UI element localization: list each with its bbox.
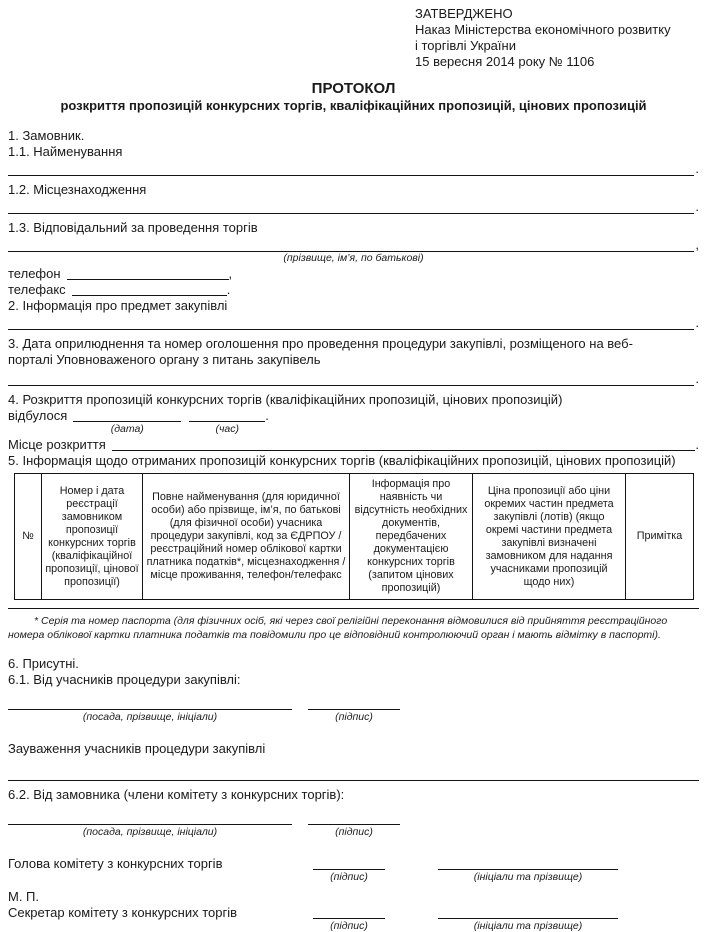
time-blank-group [189, 408, 265, 435]
col-registration: Номер і дата реєстрації замовником пропозиції конкурсних торгів (кваліфікаційної пропозиції, цінової пропозиції) [42, 474, 143, 600]
committee-secretary-label: Секретар комітету з конкурсних торгів [8, 905, 238, 920]
time-blank-field [189, 408, 265, 422]
doc-subtitle: розкриття пропозицій конкурсних торгів, кваліфікаційних пропозицій, цінових пропозицій [60, 98, 647, 113]
initials-blank-field [438, 856, 618, 870]
signature-blank-field [308, 696, 400, 710]
signature-hint: (підпис) [335, 826, 373, 838]
trailing-comma: , [695, 237, 699, 252]
section-6-2-label: 6.2. Від замовника (члени комітету з конкурсних торгів): [8, 787, 345, 802]
initials-hint: (ініціали та прізвище) [473, 871, 583, 883]
trailing-comma: , [228, 266, 233, 281]
initials-blank-field [438, 905, 618, 919]
fill-line-announcement [8, 370, 699, 386]
fill-line-responsible [8, 236, 699, 252]
section-6-heading: 6. Присутні. [8, 656, 79, 671]
trailing-period: . [695, 199, 699, 214]
trailing-period: . [695, 315, 699, 330]
blank-field [8, 198, 694, 214]
opening-datetime-row [8, 408, 699, 435]
col-note: Примітка [626, 474, 694, 600]
col-documents: Інформація про наявність чи відсутність необхідних документів, передбачених документацією конкурсних торгів (запитом цінових пропозицій) [350, 474, 473, 600]
signature-blank-group [313, 856, 385, 883]
approval-stamp [415, 6, 699, 70]
col-number: № [15, 474, 42, 600]
blank-field [8, 160, 694, 176]
footnote-separator [8, 608, 699, 609]
blank-field [8, 236, 694, 252]
section-1-3-label: 1.3. Відповідальний за проведення торгів [8, 220, 258, 235]
opening-place-row [8, 437, 699, 453]
phone-label: телефон [8, 266, 61, 281]
section-1-heading: 1. Замовник. [8, 128, 85, 143]
signature-blank-group [313, 905, 385, 932]
passport-footnote: * Серія та номер паспорта (для фізичних осіб, які через свої релігійні переконання відмовилися від прийняття реєстраційного номера облікової картки платника податків та повідомили про це відповідний контролюючий орган і мають відмітку в паспорті). [8, 615, 668, 641]
approval-line-3: і торгівлі України [415, 38, 516, 53]
doc-title: ПРОТОКОЛ [311, 80, 396, 97]
proposals-table [14, 473, 694, 600]
initials-blank-group [438, 905, 618, 932]
signature-blank-field [313, 856, 385, 870]
remarks-label: Зауваження учасників процедури закупівлі [8, 741, 266, 756]
happened-label: відбулося [8, 408, 68, 423]
customer-signature-row [8, 811, 699, 838]
fill-line-location [8, 198, 699, 214]
col-price: Ціна пропозиції або ціни окремих частин предмета закупівлі (лотів) (якщо окремі частини предмета закупівлі визначені замовником для надання учасниками пропозицій щодо них) [473, 474, 626, 600]
fax-blank-field [72, 282, 227, 296]
signature-hint: (підпис) [330, 920, 368, 932]
trailing-period: . [695, 437, 699, 452]
trailing-period: . [265, 408, 269, 423]
position-blank-group [8, 696, 292, 723]
fax-row [8, 282, 699, 298]
initials-hint: (ініціали та прізвище) [473, 920, 583, 932]
committee-secretary-row [8, 905, 699, 932]
fill-line-name [8, 160, 699, 176]
approval-line-2: Наказ Міністерства економічного розвитку [415, 22, 671, 37]
initials-blank-group [438, 856, 618, 883]
date-blank-field [73, 408, 181, 422]
signature-hint: (підпис) [330, 871, 368, 883]
responsible-hint: (прізвище, ім’я, по батькові) [283, 252, 424, 264]
approval-line-1: ЗАТВЕРДЖЕНО [415, 6, 513, 21]
blank-field [8, 765, 699, 781]
seal-label: М. П. [8, 889, 40, 904]
committee-head-row [8, 856, 699, 883]
signature-hint: (підпис) [335, 711, 373, 723]
position-hint: (посада, прізвище, ініціали) [82, 711, 218, 723]
trailing-period: . [226, 282, 231, 297]
date-blank-group [73, 408, 181, 435]
approval-line-4: 15 вересня 2014 року № 1106 [415, 54, 595, 69]
position-hint: (посада, прізвище, ініціали) [82, 826, 218, 838]
blank-field [8, 314, 694, 330]
place-label: Місце розкриття [8, 437, 106, 452]
signature-blank-field [313, 905, 385, 919]
trailing-period: . [695, 161, 699, 176]
fill-line-subject [8, 314, 699, 330]
section-1-2-label: 1.2. Місцезнаходження [8, 182, 147, 197]
table-header-row [15, 474, 694, 600]
phone-row [8, 266, 699, 282]
position-blank-group [8, 811, 292, 838]
signature-blank-field [308, 811, 400, 825]
participants-signature-row [8, 696, 699, 723]
section-5-label: 5. Інформація щодо отриманих пропозицій конкурсних торгів (кваліфікаційних пропозицій, цінових пропозицій) [8, 453, 676, 468]
fax-label: телефакс [8, 282, 66, 297]
fill-line-remarks [8, 765, 699, 781]
blank-field [8, 370, 694, 386]
section-1-1-label: 1.1. Найменування [8, 144, 123, 159]
signature-blank-group [308, 811, 400, 838]
trailing-period: . [695, 371, 699, 386]
section-4-label: 4. Розкриття пропозицій конкурсних торгів (кваліфікаційних пропозицій, цінових пропозицій) [8, 392, 563, 407]
date-hint: (дата) [110, 423, 144, 435]
section-2-label: 2. Інформація про предмет закупівлі [8, 298, 228, 313]
position-blank-field [8, 696, 292, 710]
section-3-label: 3. Дата оприлюднення та номер оголошення про проведення процедури закупівлі, розміщеного на веб-порталі Уповноваженого органу з питань закупівель [8, 336, 633, 367]
time-hint: (час) [215, 423, 240, 435]
committee-head-label: Голова комітету з конкурсних торгів [8, 856, 223, 871]
col-participant: Повне найменування (для юридичної особи) або прізвище, ім’я, по батькові (для фізичної особи) учасника процедури закупівлі, код за ЄДРПОУ / реєстраційний номер облікової картки платника податків*, місцезнаходження / місце проживання, телефон/телефакс [143, 474, 350, 600]
place-blank-field [112, 437, 696, 451]
position-blank-field [8, 811, 292, 825]
signature-blank-group [308, 696, 400, 723]
phone-blank-field [67, 266, 229, 280]
section-6-1-label: 6.1. Від учасників процедури закупівлі: [8, 672, 241, 687]
